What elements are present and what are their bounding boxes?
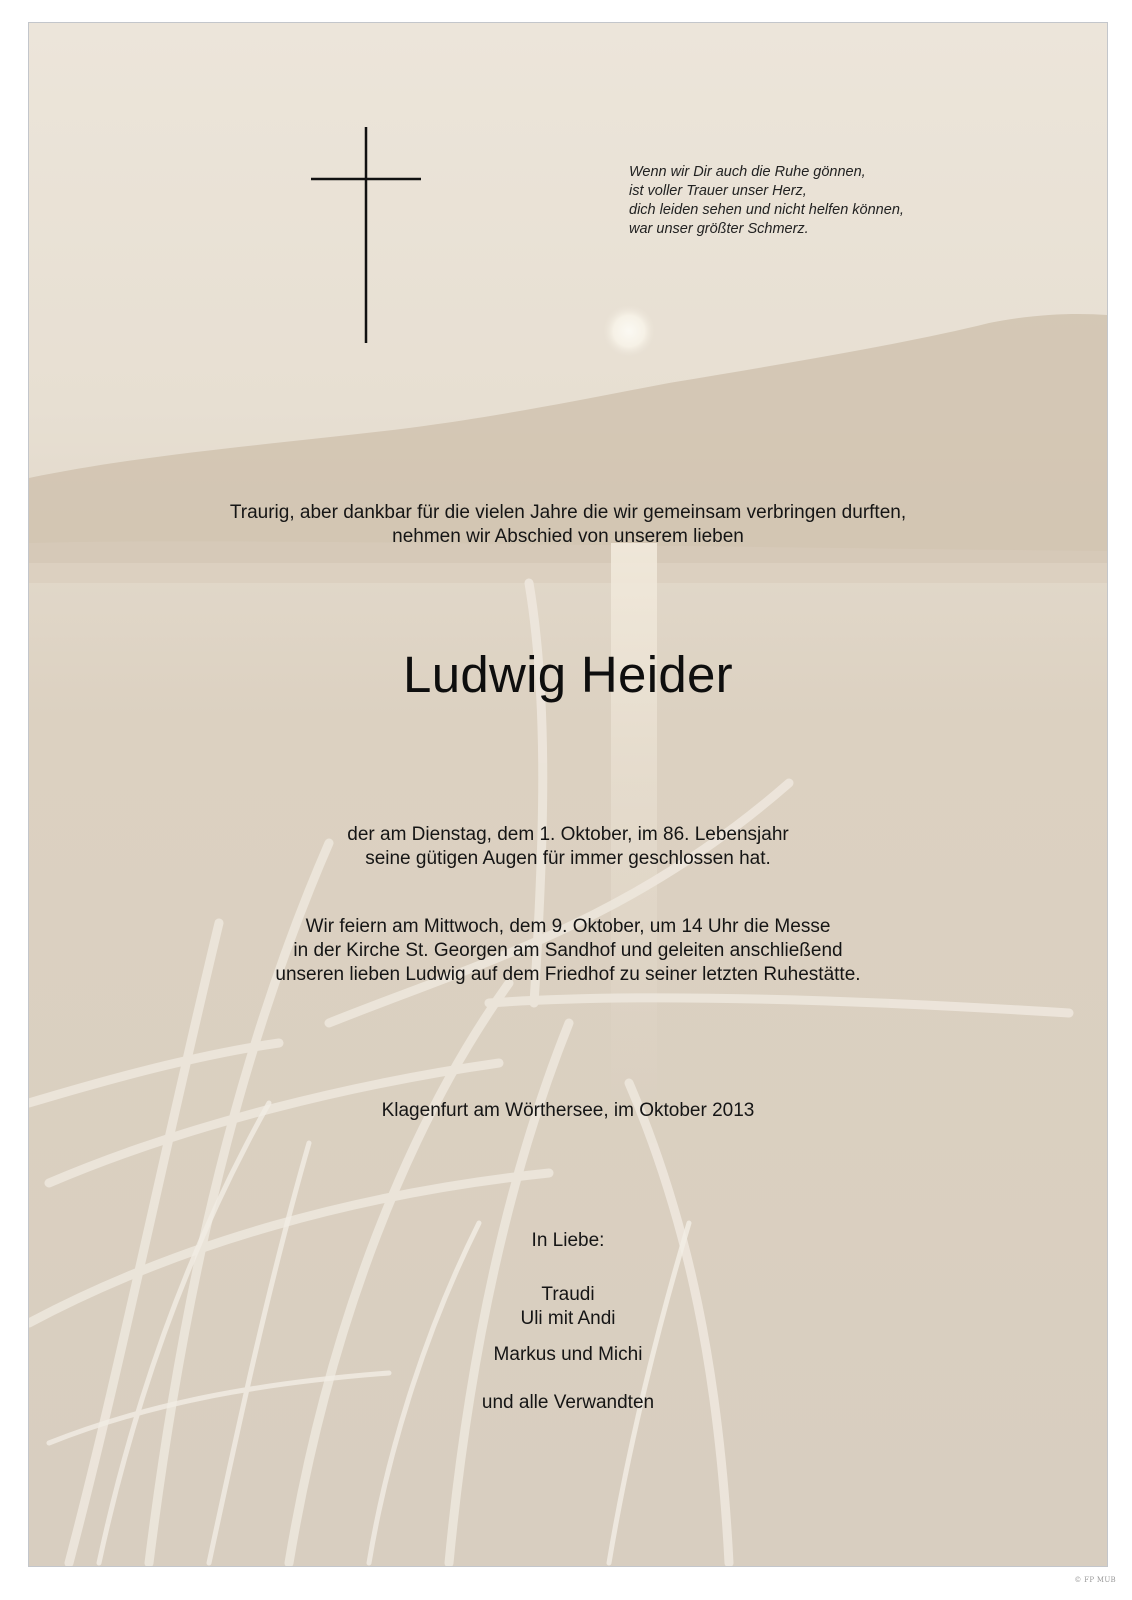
intro-line: Traurig, aber dankbar für die vielen Jahre die wir gemeinsam verbringen durften, [229, 502, 907, 523]
intro-line: nehmen wir Abschied von unserem lieben [392, 526, 744, 547]
print-mark: © FP MUB [1074, 1576, 1116, 1584]
family-member: Markus und Michi [493, 1344, 643, 1365]
intro-text [29, 501, 1107, 549]
death-notice [29, 823, 1107, 871]
poem-line: dich leiden sehen und nicht helfen können, [629, 202, 904, 218]
family-member: Uli mit Andi [520, 1308, 616, 1329]
poem-line: ist voller Trauer unser Herz, [629, 183, 807, 199]
funeral-line: in der Kirche St. Georgen am Sandhof und geleiten anschließend [293, 940, 843, 961]
place-and-date: Klagenfurt am Wörthersee, im Oktober 2013 [381, 1100, 755, 1121]
lake-sunset-background-image [29, 23, 1107, 1566]
in-love-heading: In Liebe: [531, 1230, 605, 1251]
cross-icon [311, 127, 421, 343]
obituary-card [28, 22, 1108, 1567]
poem-verse [629, 163, 1049, 239]
funeral-line: unseren lieben Ludwig auf dem Friedhof zu seiner letzten Ruhestätte. [275, 964, 861, 985]
family-member: Traudi [541, 1284, 595, 1305]
funeral-line: Wir feiern am Mittwoch, dem 9. Oktober, um 14 Uhr die Messe [305, 916, 831, 937]
death-line: der am Dienstag, dem 1. Oktober, im 86. Lebensjahr [347, 824, 789, 845]
funeral-details [29, 915, 1107, 987]
death-line: seine gütigen Augen für immer geschlossen hat. [365, 848, 771, 869]
family-names [29, 1283, 1107, 1331]
poem-line: Wenn wir Dir auch die Ruhe gönnen, [629, 164, 866, 180]
relatives-line: und alle Verwandten [481, 1392, 655, 1413]
poem-line: war unser größter Schmerz. [629, 221, 809, 237]
deceased-name: Ludwig Heider [403, 646, 733, 703]
